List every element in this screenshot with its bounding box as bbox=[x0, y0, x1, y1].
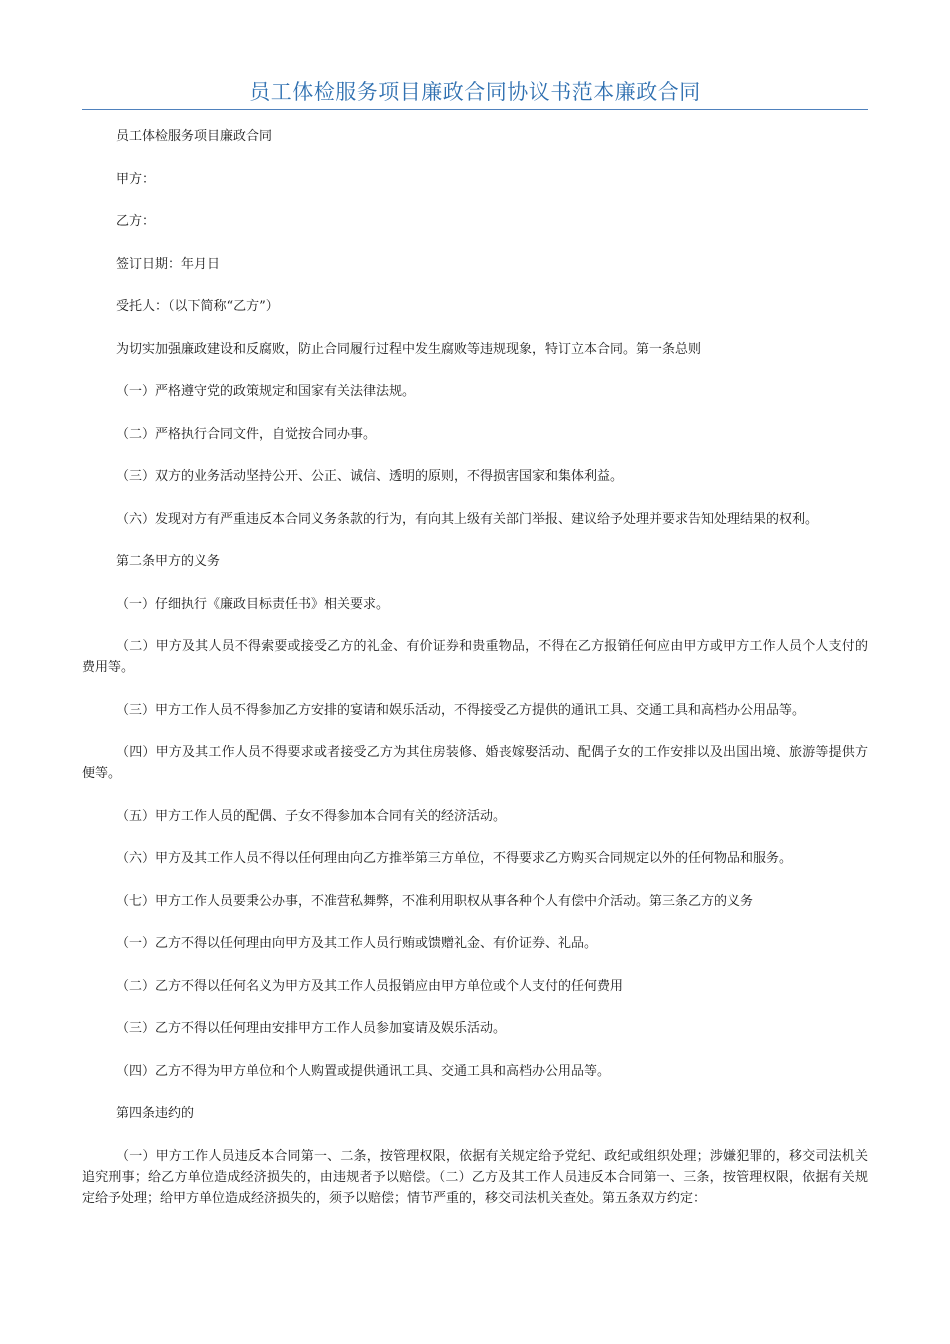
paragraph-item: （二）乙方不得以任何名义为甲方及其工作人员报销应由甲方单位或个人支付的任何费用 bbox=[116, 978, 624, 994]
paragraph-item: （三）乙方不得以任何理由安排甲方工作人员参加宴请及娱乐活动。 bbox=[116, 1021, 507, 1036]
paragraph-trustee: 受托人：（以下简称“乙方”） bbox=[116, 299, 279, 314]
section-heading: 第二条甲方的义务 bbox=[116, 554, 221, 569]
paragraph-sign-date: 签订日期：年月日 bbox=[116, 256, 221, 272]
paragraph-item: （六）甲方及其工作人员不得以任何理由向乙方推举第三方单位，不得要求乙方购买合同规定以外的任何物品和服务。 bbox=[116, 851, 793, 866]
paragraph-item: （四）甲方及其工作人员不得要求或者接受乙方为其住房装修、婚丧嫁娶活动、配偶子女的工作安排以及出国出境、旅游等提供方便等。 bbox=[82, 745, 868, 781]
paragraph-item: （六）发现对方有严重违反本合同义务条款的行为，有向其上级有关部门举报、建议给予处理并要求告知处理结果的权利。 bbox=[116, 511, 819, 527]
paragraph-party-b: 乙方： bbox=[116, 214, 156, 229]
paragraph-item: （三）甲方工作人员不得参加乙方安排的宴请和娱乐活动，不得接受乙方提供的通讯工具、交通工具和高档办公用品等。 bbox=[116, 702, 806, 718]
paragraph-item: （七）甲方工作人员要秉公办事，不准营私舞弊，不准利用职权从事各种个人有偿中介活动。第三条乙方的义务 bbox=[116, 893, 754, 909]
document-title: 员工体检服务项目廉政合同协议书范本廉政合同 bbox=[249, 80, 701, 104]
section-heading: 第四条违约的 bbox=[116, 1106, 195, 1121]
paragraph-item: （五）甲方工作人员的配偶、子女不得参加本合同有关的经济活动。 bbox=[116, 808, 507, 824]
paragraph-item: （三）双方的业务活动坚持公开、公正、诚信、透明的原则，不得损害国家和集体利益。 bbox=[116, 469, 624, 484]
paragraph-party-a: 甲方： bbox=[116, 171, 156, 187]
paragraph-item: （一）仔细执行《廉政目标责任书》相关要求。 bbox=[116, 596, 390, 612]
paragraph-item: （四）乙方不得为甲方单位和个人购置或提供通讯工具、交通工具和高档办公用品等。 bbox=[116, 1063, 611, 1079]
document-body bbox=[82, 126, 868, 1230]
paragraph-item: （二）严格执行合同文件，自觉按合同办事。 bbox=[116, 426, 377, 442]
paragraph-preamble: 为切实加强廉政建设和反腐败，防止合同履行过程中发生腐败等违规现象，特订立本合同。第一条总则 bbox=[116, 341, 702, 357]
paragraph-item: （一）甲方工作人员违反本合同第一、二条，按管理权限，依据有关规定给予党纪、政纪或组织处理；涉嫌犯罪的，移交司法机关追究刑事；给乙方单位造成经济损失的，由违规者予以赔偿。（二）乙方及其工作人员违反本合同第一、三条，按管理权限，依据有关规定给予处理；给甲方单位造成经济损失的，须予以赔偿；情节严重的，移交司法机关查处。第五条双方约定： bbox=[82, 1148, 868, 1206]
title-underline bbox=[82, 109, 868, 110]
paragraph-item: （一）严格遵守党的政策规定和国家有关法律法规。 bbox=[116, 384, 416, 399]
paragraph-item: （二）甲方及其人员不得索要或接受乙方的礼金、有价证券和贵重物品，不得在乙方报销任何应由甲方或甲方工作人员个人支付的费用等。 bbox=[82, 639, 868, 675]
paragraph-item: （一）乙方不得以任何理由向甲方及其工作人员行贿或馈赠礼金、有价证券、礼品。 bbox=[116, 936, 598, 951]
paragraph-contract-name: 员工体检服务项目廉政合同 bbox=[116, 129, 273, 144]
